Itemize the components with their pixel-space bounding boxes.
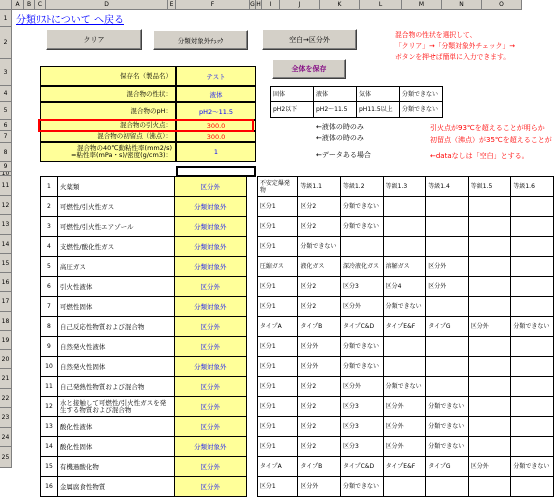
option-cell[interactable]: 液体	[314, 87, 357, 102]
row-header-19[interactable]: 19	[0, 331, 12, 350]
option-cell[interactable]: タイプA	[257, 457, 298, 477]
row-header-13[interactable]: 13	[0, 215, 12, 235]
option-cell[interactable]	[383, 197, 426, 217]
hazard-name: 酸化性固体	[57, 437, 174, 457]
option-cell[interactable]	[426, 377, 469, 397]
option-cell[interactable]	[468, 417, 511, 437]
column-header-c[interactable]: C	[35, 0, 46, 10]
option-cell[interactable]: 分類できない	[511, 457, 554, 477]
option-cell[interactable]: 分類できない	[340, 357, 383, 377]
option-cell[interactable]: タイプB	[298, 317, 341, 337]
row-header-14[interactable]: 14	[0, 235, 12, 254]
row-number: 12	[41, 397, 58, 417]
hazard-value[interactable]: 区分外	[174, 457, 246, 477]
option-cell[interactable]: 区分外	[340, 377, 383, 397]
option-cell[interactable]: 区分1	[257, 217, 298, 237]
hazard-value[interactable]: 区分外	[174, 337, 246, 357]
liquid-only-note-2: ←液体の時のみ	[316, 133, 364, 142]
table-row	[41, 237, 554, 257]
hazard-value[interactable]: 分類対象外	[174, 237, 246, 257]
option-cell[interactable]	[383, 357, 426, 377]
option-cell[interactable]: 等級1.2	[340, 177, 383, 197]
option-cell[interactable]	[511, 417, 554, 437]
option-cell[interactable]	[511, 397, 554, 417]
option-cell[interactable]	[468, 277, 511, 297]
table-row	[41, 457, 554, 477]
option-cell[interactable]: 分類できない	[340, 337, 383, 357]
option-cell[interactable]: 区分3	[340, 417, 383, 437]
row-header-16[interactable]: 16	[0, 273, 12, 292]
hazard-value[interactable]: 分類対象外	[174, 357, 246, 377]
row-header-11[interactable]: 11	[0, 176, 12, 196]
spacer-cell	[246, 337, 257, 357]
option-cell[interactable]: 区分1	[257, 397, 298, 417]
option-cell[interactable]: 等級1.5	[468, 177, 511, 197]
option-cell[interactable]: 区分2	[298, 397, 341, 417]
option-cell[interactable]: 区分1	[257, 277, 298, 297]
option-cell[interactable]: 区分4	[383, 277, 426, 297]
table-row	[41, 477, 554, 497]
row-number: 11	[41, 377, 58, 397]
column-header-o[interactable]: O	[482, 0, 522, 10]
row-number: 8	[41, 317, 58, 337]
option-cell[interactable]: 分類できない	[426, 417, 469, 437]
hazard-name: 金属腐食性物質	[57, 477, 174, 497]
row-header-1[interactable]: 1	[0, 10, 12, 27]
row-number: 10	[41, 357, 58, 377]
column-header-n[interactable]: N	[442, 0, 482, 10]
option-cell[interactable]	[426, 217, 469, 237]
option-cell[interactable]	[426, 357, 469, 377]
option-cell[interactable]	[383, 477, 426, 497]
table-row	[41, 337, 554, 357]
option-cell[interactable]	[426, 297, 469, 317]
data-case-note: ←データある場合	[316, 151, 371, 159]
form-label: 混合物の引火点：	[40, 120, 176, 131]
no-data-note: ←dataなしは「空白」とする。	[430, 152, 529, 160]
option-cell[interactable]	[511, 197, 554, 217]
option-lists	[270, 86, 443, 118]
option-cell[interactable]	[468, 377, 511, 397]
row-number: 1	[41, 177, 58, 197]
spacer-cell	[246, 237, 257, 257]
table-row	[41, 397, 554, 417]
option-cell[interactable]: 分類できない	[383, 377, 426, 397]
select-all-corner[interactable]	[0, 0, 12, 10]
option-cell[interactable]: 固体	[271, 87, 314, 102]
column-header-d[interactable]: D	[46, 0, 168, 10]
option-cell[interactable]: 区分外	[298, 477, 341, 497]
row-header-24[interactable]: 24	[0, 428, 12, 447]
hazard-value[interactable]: 区分外	[174, 377, 246, 397]
option-cell[interactable]	[468, 437, 511, 457]
row-header-5[interactable]: 5	[0, 102, 12, 120]
option-cell[interactable]	[511, 237, 554, 257]
boiling-point-note: 初留点（沸点）が35℃を超えることが	[430, 136, 552, 144]
option-cell[interactable]: 分類できない	[426, 437, 469, 457]
row-number: 4	[41, 237, 58, 257]
save-all-button[interactable]	[272, 59, 346, 79]
option-cell[interactable]	[468, 217, 511, 237]
option-cell[interactable]: 等級1.3	[383, 177, 426, 197]
row-header-20[interactable]: 20	[0, 350, 12, 369]
option-cell[interactable]	[468, 237, 511, 257]
option-cell[interactable]: タイプE&F	[383, 457, 426, 477]
option-cell[interactable]: 区分外	[340, 297, 383, 317]
spacer-cell	[246, 437, 257, 457]
table-row	[41, 277, 554, 297]
option-cell[interactable]	[511, 337, 554, 357]
hazard-value[interactable]: 分類対象外	[174, 297, 246, 317]
hazard-value[interactable]: 区分外	[174, 477, 246, 497]
option-cell[interactable]: 区分2	[298, 297, 341, 317]
hazard-value[interactable]: 分類対象外	[174, 197, 246, 217]
instruction-note: 混合物の性状を選択して、 「クリア」→「分類対象外チェック」→ ボタンを押せば簡単に入力できます。	[395, 31, 515, 61]
option-cell[interactable]: 区分外	[468, 457, 511, 477]
option-cell[interactable]: 区分2	[298, 417, 341, 437]
option-cell[interactable]: 分類できない	[400, 102, 443, 118]
row-header-17[interactable]: 17	[0, 292, 12, 312]
hazard-name: 引火性液体	[57, 277, 174, 297]
spacer-cell	[246, 217, 257, 237]
option-cell[interactable]: 区分1	[257, 477, 298, 497]
row-number: 16	[41, 477, 58, 497]
column-header-b[interactable]: B	[24, 0, 35, 10]
liquid-only-note-1: ←液体の時のみ	[316, 122, 364, 131]
spacer-cell	[246, 457, 257, 477]
option-cell[interactable]: 区分1	[257, 297, 298, 317]
option-cell[interactable]	[426, 197, 469, 217]
option-cell[interactable]	[468, 357, 511, 377]
hazard-name: 高圧ガス	[57, 257, 174, 277]
option-cell[interactable]: 区分外	[468, 317, 511, 337]
form-value[interactable]: テスト	[176, 66, 256, 86]
option-cell[interactable]	[511, 257, 554, 277]
table-row	[41, 417, 554, 437]
table-row	[41, 257, 554, 277]
row-header-23[interactable]: 23	[0, 408, 12, 428]
exclude-check-button[interactable]	[153, 30, 248, 50]
option-cell[interactable]: タイプC&D	[340, 317, 383, 337]
option-cell[interactable]: 区分2	[298, 197, 341, 217]
option-cell[interactable]: 分類できない	[340, 217, 383, 237]
option-cell[interactable]	[511, 437, 554, 457]
hazard-name: 自然発火性液体	[57, 337, 174, 357]
hazard-value[interactable]: 区分外	[174, 177, 246, 197]
option-cell[interactable]	[340, 237, 383, 257]
row-number: 13	[41, 417, 58, 437]
hazard-name: 有機過酸化物	[57, 457, 174, 477]
option-cell[interactable]: 区分1	[257, 237, 298, 257]
option-cell[interactable]: 区分2	[298, 437, 341, 457]
option-cell[interactable]: タイプG	[426, 317, 469, 337]
option-cell[interactable]: 区分外	[383, 397, 426, 417]
option-cell[interactable]: 液化ガス	[298, 257, 341, 277]
column-header-k[interactable]: K	[320, 0, 360, 10]
row-number: 6	[41, 277, 58, 297]
table-row	[41, 377, 554, 397]
exclude-check-button-label: 分類対象外ﾁｪｯｸ	[177, 36, 224, 45]
option-cell[interactable]	[426, 337, 469, 357]
option-cell[interactable]: タイプG	[426, 457, 469, 477]
row-header-22[interactable]: 22	[0, 389, 12, 408]
option-cell[interactable]	[383, 337, 426, 357]
option-cell[interactable]: 区分外	[383, 437, 426, 457]
option-cell[interactable]: 深冷液化ガス	[340, 257, 383, 277]
form-label: 混合物のpH：	[40, 102, 176, 120]
option-cell[interactable]: 区分外	[298, 337, 341, 357]
option-cell[interactable]: 区分2	[298, 277, 341, 297]
spacer-cell	[246, 357, 257, 377]
row-header-25[interactable]: 25	[0, 447, 12, 468]
row-header-4[interactable]: 4	[0, 86, 12, 102]
row-header-9[interactable]: 9	[0, 162, 12, 172]
table-row	[41, 297, 554, 317]
option-cell[interactable]: pH2以下	[271, 102, 314, 118]
column-header-m[interactable]: M	[402, 0, 442, 10]
option-cell[interactable]: 圧縮ガス	[257, 257, 298, 277]
row-header-2[interactable]: 2	[0, 27, 12, 59]
table-row	[41, 437, 554, 457]
form-label: 保存名（製品名）	[40, 66, 176, 86]
option-cell[interactable]: 気体	[357, 87, 400, 102]
option-cell[interactable]: 区分1	[257, 337, 298, 357]
option-cell[interactable]: 区分1	[257, 417, 298, 437]
hazard-value[interactable]: 分類対象外	[174, 257, 246, 277]
option-cell[interactable]: 不安定爆発物	[257, 177, 298, 197]
hazard-value[interactable]: 区分外	[174, 317, 246, 337]
option-cell[interactable]	[511, 477, 554, 497]
option-cell[interactable]: 区分1	[257, 197, 298, 217]
form-value[interactable]: 300.0	[176, 120, 256, 131]
option-cell[interactable]: タイプA	[257, 317, 298, 337]
option-cell[interactable]	[383, 217, 426, 237]
option-cell[interactable]: 区分外	[298, 357, 341, 377]
option-cell[interactable]: 区分3	[340, 437, 383, 457]
clear-button[interactable]	[46, 29, 142, 50]
option-cell[interactable]: 区分2	[298, 377, 341, 397]
column-header-e[interactable]: E	[168, 0, 176, 10]
blank-to-kubungai-button-label: 空白→区分外	[289, 35, 330, 44]
option-cell[interactable]: 分類できない	[340, 197, 383, 217]
option-cell[interactable]: 区分3	[340, 397, 383, 417]
hazard-value[interactable]: 分類対象外	[174, 437, 246, 457]
option-cell[interactable]: 区分3	[340, 277, 383, 297]
row-number: 14	[41, 437, 58, 457]
hazard-name: 酸化性液体	[57, 417, 174, 437]
hazard-name: 支燃性/酸化性ガス	[57, 237, 174, 257]
hazard-value[interactable]: 区分外	[174, 277, 246, 297]
row-header-21[interactable]: 21	[0, 369, 12, 389]
option-cell[interactable]: 区分1	[257, 357, 298, 377]
option-cell[interactable]: 分類できない	[340, 477, 383, 497]
option-cell[interactable]: 等級1.1	[298, 177, 341, 197]
option-cell[interactable]: 区分外	[426, 257, 469, 277]
option-cell[interactable]: タイプC&D	[340, 457, 383, 477]
hazard-table	[40, 176, 554, 497]
row-number: 3	[41, 217, 58, 237]
row-header-12[interactable]: 12	[0, 196, 12, 215]
table-row	[41, 317, 554, 337]
spacer-cell	[246, 397, 257, 417]
row-header-15[interactable]: 15	[0, 254, 12, 273]
option-cell[interactable]	[383, 237, 426, 257]
option-cell[interactable]: 区分1	[257, 377, 298, 397]
hazard-name: 可燃性固体	[57, 297, 174, 317]
option-cell[interactable]: 区分2	[298, 217, 341, 237]
option-cell[interactable]	[426, 237, 469, 257]
blank-to-kubungai-button[interactable]	[262, 29, 357, 50]
hazard-value[interactable]: 区分外	[174, 397, 246, 417]
form-value[interactable]: 液体	[176, 86, 256, 102]
hazard-name: 可燃性/引火性ガス	[57, 197, 174, 217]
option-cell[interactable]	[511, 217, 554, 237]
form-value[interactable]: 1	[176, 142, 256, 162]
table-row	[41, 197, 554, 217]
option-cell[interactable]: 分類できない	[298, 237, 341, 257]
option-cell[interactable]: 区分外	[426, 277, 469, 297]
save-all-button-label: 全体を保存	[291, 65, 327, 73]
option-cell[interactable]: 分類できない	[511, 317, 554, 337]
option-cell[interactable]: タイプE&F	[383, 317, 426, 337]
clear-button-label: クリア	[83, 35, 105, 44]
option-cell[interactable]: 等級1.6	[511, 177, 554, 197]
option-cell[interactable]	[511, 277, 554, 297]
option-cell[interactable]	[468, 297, 511, 317]
spacer-cell	[246, 297, 257, 317]
hazard-name: 可燃性/引火性エアゾール	[57, 217, 174, 237]
form-value[interactable]: 300.0	[176, 131, 256, 142]
column-header-f[interactable]: F	[176, 0, 250, 10]
form-value[interactable]: pH2～11.5	[176, 102, 256, 120]
spacer-cell	[246, 317, 257, 337]
spacer-cell	[246, 197, 257, 217]
option-cell[interactable]: 区分外	[383, 417, 426, 437]
hazard-value[interactable]: 分類対象外	[174, 217, 246, 237]
row-header-3[interactable]: 3	[0, 59, 12, 86]
spacer-cell	[246, 417, 257, 437]
spacer-cell	[246, 477, 257, 497]
hazard-name: 火薬類	[57, 177, 174, 197]
option-cell[interactable]	[468, 257, 511, 277]
option-cell[interactable]	[468, 397, 511, 417]
hazard-name: 自然発火性固体	[57, 357, 174, 377]
option-cell[interactable]	[468, 197, 511, 217]
option-cell[interactable]	[511, 297, 554, 317]
column-header-a[interactable]: A	[12, 0, 24, 10]
spacer-cell	[246, 377, 257, 397]
row-header-18[interactable]: 18	[0, 312, 12, 331]
table-row	[41, 217, 554, 237]
hazard-value[interactable]: 区分外	[174, 417, 246, 437]
column-header-j[interactable]: J	[280, 0, 320, 10]
column-header-g[interactable]: G	[250, 1, 255, 8]
row-number: 15	[41, 457, 58, 477]
spacer-cell	[246, 257, 257, 277]
option-cell[interactable]: pH11.5以上	[357, 102, 400, 118]
row-header-7[interactable]: 7	[0, 131, 12, 143]
option-cell[interactable]: 溶解ガス	[383, 257, 426, 277]
flash-point-note: 引火点が93℃を超えることが明らか	[430, 124, 545, 132]
option-cell[interactable]: タイプB	[298, 457, 341, 477]
option-cell[interactable]: 分類できない	[383, 297, 426, 317]
spacer-cell	[246, 277, 257, 297]
row-number: 9	[41, 337, 58, 357]
column-header-i[interactable]: I	[262, 0, 280, 10]
column-header-h[interactable]: H	[256, 1, 261, 8]
option-cell[interactable]: 等級1.4	[426, 177, 469, 197]
hazard-name: 自己発熱性物質および混合物	[57, 377, 174, 397]
back-link-text[interactable]: 分類ﾘｽﾄについて へ戻る	[16, 15, 124, 26]
option-cell[interactable]	[468, 477, 511, 497]
option-cell[interactable]: pH2～11.5	[314, 102, 357, 118]
row-number: 2	[41, 197, 58, 217]
form-label: 混合物の40℃動粘性率(mm2/s) =粘性率(mPa・s)/密度(g/cm3)：	[40, 142, 176, 162]
row-header-8[interactable]: 8	[0, 143, 12, 162]
back-link[interactable]	[16, 11, 196, 26]
form-label: 混合物の初留点（沸点）：	[40, 131, 176, 142]
form-label: 混合物の性状：	[40, 86, 176, 102]
option-cell[interactable]	[511, 357, 554, 377]
table-row	[41, 177, 554, 197]
spacer-cell	[246, 177, 257, 197]
option-cell[interactable]	[468, 337, 511, 357]
table-row	[41, 357, 554, 377]
flash-point-highlight	[38, 119, 254, 132]
option-cell[interactable]: 分類できない	[426, 397, 469, 417]
column-header-l[interactable]: L	[360, 0, 402, 10]
option-cell[interactable]: 分類できない	[400, 87, 443, 102]
hazard-name: 水と接触して可燃性/引火性ガスを発生する物質および混合物	[57, 397, 174, 417]
row-number: 7	[41, 297, 58, 317]
row-header-6[interactable]: 6	[0, 120, 12, 131]
option-cell[interactable]: 区分1	[257, 437, 298, 457]
row-number: 5	[41, 257, 58, 277]
hazard-name: 自己反応性物質および混合物	[57, 317, 174, 337]
option-cell[interactable]	[426, 477, 469, 497]
input-form	[40, 66, 256, 172]
row-header-10[interactable]: 10	[0, 172, 12, 176]
option-cell[interactable]	[511, 377, 554, 397]
